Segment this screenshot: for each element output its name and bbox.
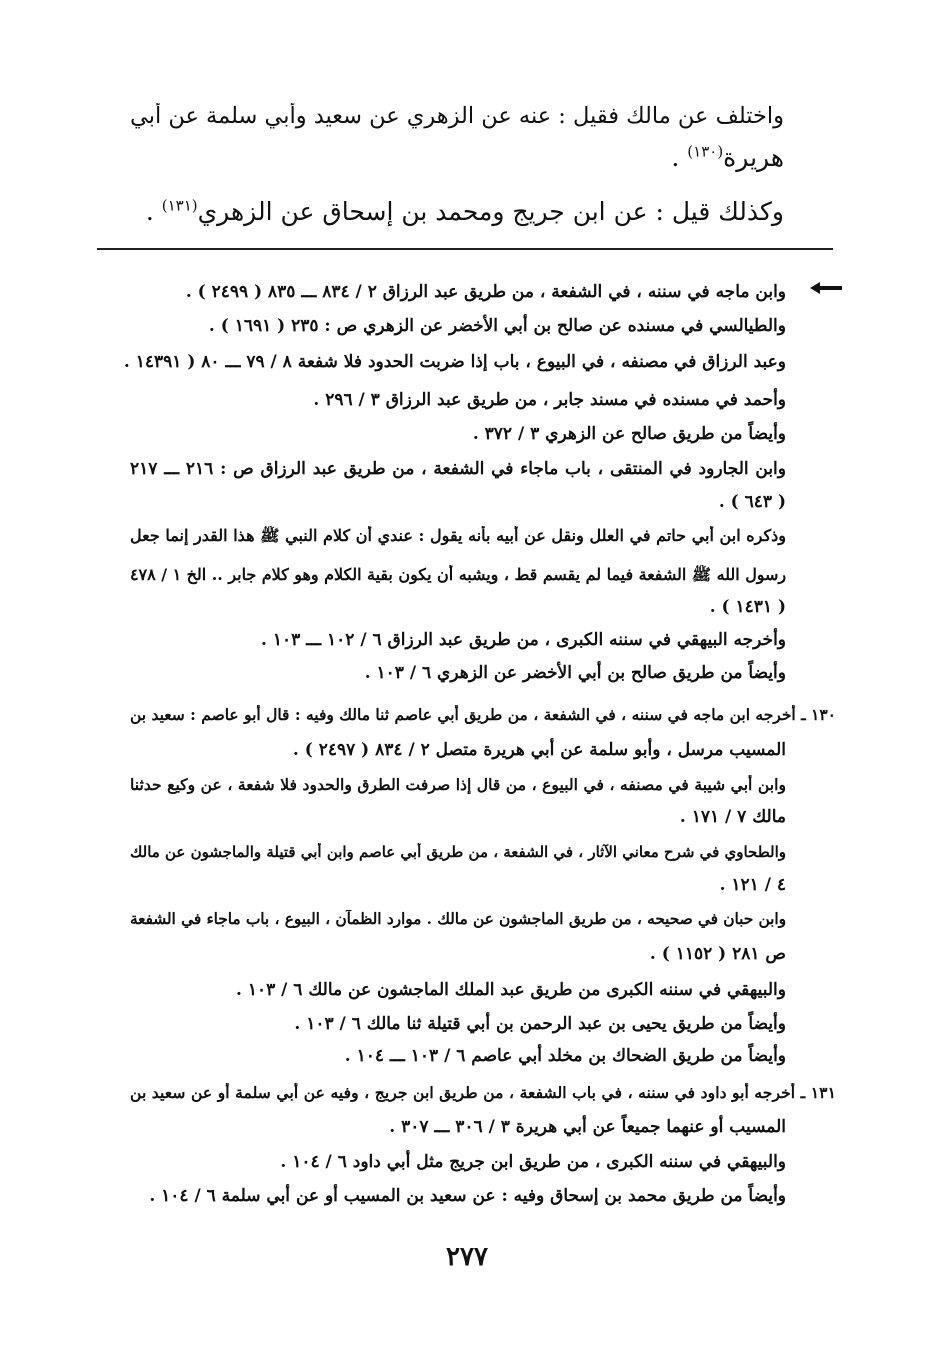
- main-text-line-3-end: .: [145, 197, 162, 226]
- footnote-line: ( ١٤٣١ ) .: [709, 597, 786, 617]
- footnote-line: والطحاوي في شرح معاني الآثار ، في الشفعة ، من طريق أبي عاصم وابن أبي قتيلة والماجشون عن مالك: [130, 843, 786, 861]
- footnote-line: وأيضاً من طريق صالح عن الزهري ٣ / ٣٧٢ .: [472, 424, 786, 444]
- footnote-131-start: ١٣١ ـ أخرجه أبو داود في سننه ، في باب الشفعة ، من طريق ابن جريج ، وفيه عن أبي سلمة أو عن سعيد بن: [130, 1083, 836, 1102]
- footnote-line: وأيضاً من طريق الضحاك بن مخلد أبي عاصم ٦ / ١٠٣ ـــ ١٠٤ .: [344, 1046, 786, 1066]
- footnote-line: ٤ / ١٢١ .: [719, 875, 786, 895]
- footnote-line: وأيضاً من طريق يحيى بن عبد الرحمن بن أبي قتيلة ثنا مالك ٦ / ١٠٣ .: [294, 1014, 786, 1034]
- footnote-line: وأيضاً من طريق صالح بن أبي الأخضر عن الزهري ٦ / ١٠٣ .: [364, 663, 786, 683]
- footnote-line: والبيهقي في سننه الكبرى ، من طريق ابن جريج مثل أبي داود ٦ / ١٠٤ .: [280, 1152, 786, 1172]
- footnote-line: والطيالسي في مسنده عن صالح بن أبي الأخضر عن الزهري ص : ٢٣٥ ( ١٦٩١ ) .: [208, 316, 786, 336]
- main-text-line-1: واختلف عن مالك فقيل : عنه عن الزهري عن سعيد وأبي سلمة عن أبي: [130, 103, 784, 129]
- footnote-line: ص ٢٨١ ( ١١٥٢ ) .: [649, 944, 786, 964]
- footnote-line: مالك ٧ / ١٧١ .: [679, 807, 786, 827]
- footnote-line: وابن ماجه في سننه ، في الشفعة ، من طريق عبد الرزاق ٢ / ٨٣٤ ـــ ٨٣٥ ( ٢٤٩٩ ) .: [185, 282, 786, 302]
- main-text-line-2: [671, 143, 784, 172]
- footnote-line: وأيضاً من طريق محمد بن إسحاق وفيه : عن سعيد بن المسيب أو عن أبي سلمة ٦ / ١٠٤ .: [149, 1186, 786, 1206]
- footnote-line: وابن الجارود في المنتقى ، باب ماجاء في الشفعة ، من طريق عبد الرزاق ص : ٢١٦ ـــ ٢١٧: [130, 459, 786, 479]
- footnote-line: رسول الله ﷺ الشفعة فيما لم يقسم قط ، ويشبه أن يكون بقية الكلام وهو كلام جابر .. الخ ١ / ٤٧٨: [130, 565, 786, 584]
- footnote-line: المسيب مرسل ، وأبو سلمة عن أبي هريرة متصل ٢ / ٨٣٤ ( ٢٤٩٧ ) .: [292, 740, 786, 760]
- footnote-line: وذكره ابن أبي حاتم في العلل ونقل عن أبيه بأنه يقول : عندي أن كلام النبي ﷺ هذا القدر إنما جعل: [130, 526, 786, 545]
- footnote-line: والبيهقي في سننه الكبرى من طريق عبد الملك الماجشون عن مالك ٦ / ١٠٣ .: [235, 980, 786, 1000]
- page-number: ٢٧٧: [446, 1242, 488, 1272]
- footnote-line: وابن أبي شيبة في مصنفه ، في البيوع ، من قال إذا صرفت الطرق والحدود فلا شفعة ، عن وكيع حدثنا: [130, 775, 786, 794]
- footnote-ref-130: (١٣٠): [687, 142, 724, 161]
- footnote-separator: [97, 248, 833, 250]
- main-text-line-3-text: وكذلك قيل : عن ابن جريج ومحمد بن إسحاق عن الزهري: [197, 197, 784, 226]
- main-text-line-3: [146, 197, 784, 226]
- footnote-line: ( ٦٤٣ ) .: [718, 492, 786, 512]
- footnote-line: وابن حبان في صحيحه ، من طريق الماجشون عن مالك . موارد الظمآن ، البيوع ، باب ماجاء في الشفعة: [130, 910, 786, 928]
- main-text-line-2-text: هريرة: [723, 143, 784, 172]
- footnote-ref-131: (١٣١): [161, 196, 198, 215]
- footnote-line: وأحمد في مسنده في مسند جابر ، من طريق عبد الرزاق ٣ / ٢٩٦ .: [313, 390, 786, 410]
- footnote-line: وأخرجه البيهقي في سننه الكبرى ، من طريق عبد الرزاق ٦ / ١٠٢ ـــ ١٠٣ .: [261, 630, 786, 650]
- footnote-130-start: ١٣٠ ـ أخرجه ابن ماجه في سننه ، في الشفعة ، من طريق أبي عاصم ثنا مالك وفيه : قال أبو عاصم : سعيد بن: [130, 705, 836, 724]
- footnote-line: وعبد الرزاق في مصنفه ، في البيوع ، باب إذا ضربت الحدود فلا شفعة ٨ / ٧٩ ـــ ٨٠ ( ١٤٣٩١ .: [123, 352, 786, 372]
- footnote-line: المسيب أو عنهما جميعاً عن أبي هريرة ٣ / ٣٠٦ ـــ ٣٠٧ .: [389, 1117, 786, 1137]
- main-text-line-2-end: .: [671, 143, 688, 172]
- arrow-left-icon: [810, 281, 842, 295]
